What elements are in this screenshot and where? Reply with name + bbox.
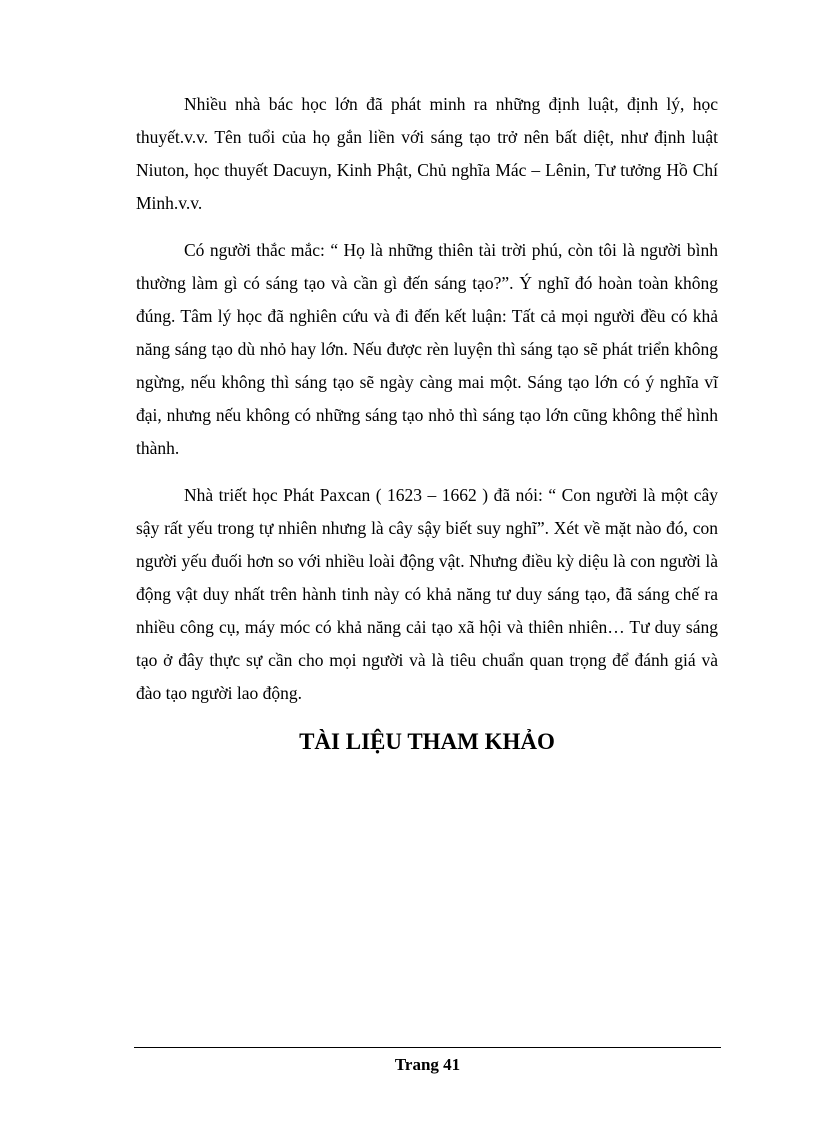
section-title: TÀI LIỆU THAM KHẢO bbox=[299, 729, 555, 754]
footer-divider bbox=[134, 1047, 721, 1048]
paragraph-3: Nhà triết học Phát Paxcan ( 1623 – 1662 ) đã nói: “ Con người là một cây sậy rất yếu trong tự nhiên nhưng là cây sậy biết suy nghĩ”. Xét về mặt nào đó, con người yếu đuối hơn so với nhiều loài động vật. Nhưng điều kỳ diệu là con người là động vật duy nhất trên hành tinh này có khả năng tư duy sáng tạo, đã sáng chế ra nhiều công cụ, máy móc có khả năng cải tạo xã hội và thiên nhiên… Tư duy sáng tạo ở đây thực sự cần cho mọi người và là tiêu chuẩn quan trọng để đánh giá và đào tạo người lao động. bbox=[136, 485, 718, 703]
paragraph-1: Nhiều nhà bác học lớn đã phát minh ra những định luật, định lý, học thuyết.v.v. Tên tuổi của họ gắn liền với sáng tạo trở nên bất diệt, như định luật Niuton, học thuyết Dacuyn, Kinh Phật, Chủ nghĩa Mác – Lênin, Tư tưởng Hồ Chí Minh.v.v. bbox=[136, 94, 718, 213]
page-number: Trang 41 bbox=[394, 1055, 461, 1074]
paragraph-2: Có người thắc mắc: “ Họ là những thiên tài trời phú, còn tôi là người bình thường làm gì có sáng tạo và cần gì đến sáng tạo?”. Ý nghĩ đó hoàn toàn không đúng. Tâm lý học đã nghiên cứu và đi đến kết luận: Tất cả mọi người đều có khả năng sáng tạo dù nhỏ hay lớn. Nếu được rèn luyện thì sáng tạo sẽ phát triển không ngừng, nếu không thì sáng tạo sẽ ngày càng mai một. Sáng tạo lớn có ý nghĩa vĩ đại, nhưng nếu không có những sáng tạo nhỏ thì sáng tạo lớn cũng không thể hình thành. bbox=[136, 240, 718, 458]
document-body bbox=[136, 88, 718, 760]
